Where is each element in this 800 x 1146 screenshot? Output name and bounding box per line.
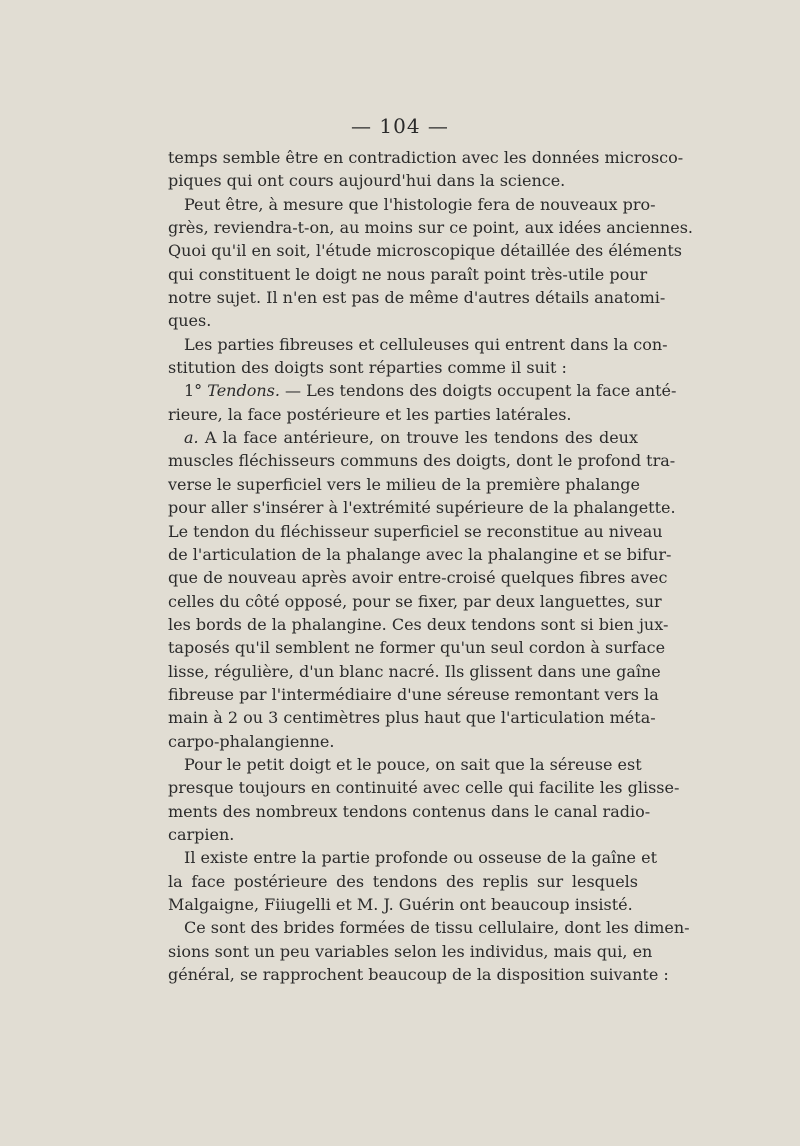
text-line: qui constituent le doigt ne nous paraît point très-utile pour xyxy=(168,264,648,284)
text-line: Ce sont des brides formées de tissu cellulaire, dont les dimen- xyxy=(184,918,690,938)
text-line: main à 2 ou 3 centimètres plus haut que l'articulation méta- xyxy=(168,708,656,728)
text-line: fibreuse par l'intermédiaire d'une séreuse remontant vers la xyxy=(168,684,659,704)
text-line: carpien. xyxy=(168,824,235,844)
text-line: grès, reviendra-t-on, au moins sur ce point, aux idées anciennes. xyxy=(168,218,693,238)
text-line: sions sont un peu variables selon les individus, mais qui, en xyxy=(168,941,653,961)
text-line: de l'articulation de la phalange avec la phalangine et se bifur- xyxy=(168,544,672,564)
text-line-rest: — Les tendons des doigts occupent la face anté- xyxy=(279,381,677,401)
text-line: taposés qu'il semblent ne former qu'un seul cordon à surface xyxy=(168,638,666,658)
text-line xyxy=(168,379,677,402)
text-line: que de nouveau après avoir entre-croisé quelques fibres avec xyxy=(168,568,668,588)
text-line xyxy=(168,426,638,449)
text-line-italic: a. xyxy=(184,428,199,448)
text-line: carpo-phalangienne. xyxy=(168,731,335,751)
text-line: verse le superficiel vers le milieu de la première phalange xyxy=(168,474,641,494)
text-line: temps semble être en contradiction avec les données microsco- xyxy=(168,148,684,167)
text-line: les bords de la phalangine. Ces deux tendons sont si bien jux- xyxy=(168,614,669,634)
text-line: Le tendon du fléchisseur superficiel se reconstitue au niveau xyxy=(168,521,663,541)
page-number: — 104 — xyxy=(351,114,449,138)
text-line: notre sujet. Il n'en est pas de même d'autres détails anatomi- xyxy=(168,288,666,308)
text-line: ments des nombreux tendons contenus dans le canal radio- xyxy=(168,801,651,821)
body-text xyxy=(168,146,693,986)
text-line: celles du côté opposé, pour se fixer, par deux languettes, sur xyxy=(168,591,662,611)
text-line: général, se rapprochent beaucoup de la disposition suivante : xyxy=(168,965,669,985)
text-line: Il existe entre la partie profonde ou osseuse de la gaîne et xyxy=(184,848,657,868)
text-line: lisse, régulière, d'un blanc nacré. Ils glissent dans une gaîne xyxy=(168,661,661,681)
text-line: Les parties fibreuses et celluleuses qui entrent dans la con- xyxy=(184,334,668,354)
text-line-rest: A la face antérieure, on trouve les tendons des deux xyxy=(198,428,638,448)
text-line: presque toujours en continuité avec celle qui facilite les glisse- xyxy=(168,778,680,798)
text-line: Peut être, à mesure que l'histologie fera de nouveaux pro- xyxy=(184,194,656,214)
text-line: Malgaigne, Fiiugelli et M. J. Guérin ont beaucoup insisté. xyxy=(168,895,633,914)
text-line: Quoi qu'il en soit, l'étude microscopique détaillée des éléments xyxy=(168,241,682,261)
text-line: pour aller s'insérer à l'extrémité supérieure de la phalangette. xyxy=(168,498,676,518)
text-line: ques. xyxy=(168,311,212,331)
text-line: stitution des doigts sont réparties comme il suit : xyxy=(168,358,567,378)
text-line-italic: Tendons. xyxy=(207,381,280,401)
text-line-prefix: 1° xyxy=(184,381,208,401)
text-line: piques qui ont cours aujourd'hui dans la science. xyxy=(168,171,566,191)
text-line: rieure, la face postérieure et les parties latérales. xyxy=(168,404,572,424)
text-line: la face postérieure des tendons des replis sur lesquels xyxy=(168,871,638,891)
text-line: Pour le petit doigt et le pouce, on sait que la séreuse est xyxy=(184,754,642,774)
text-line: muscles fléchisseurs communs des doigts, dont le profond tra- xyxy=(168,451,676,471)
